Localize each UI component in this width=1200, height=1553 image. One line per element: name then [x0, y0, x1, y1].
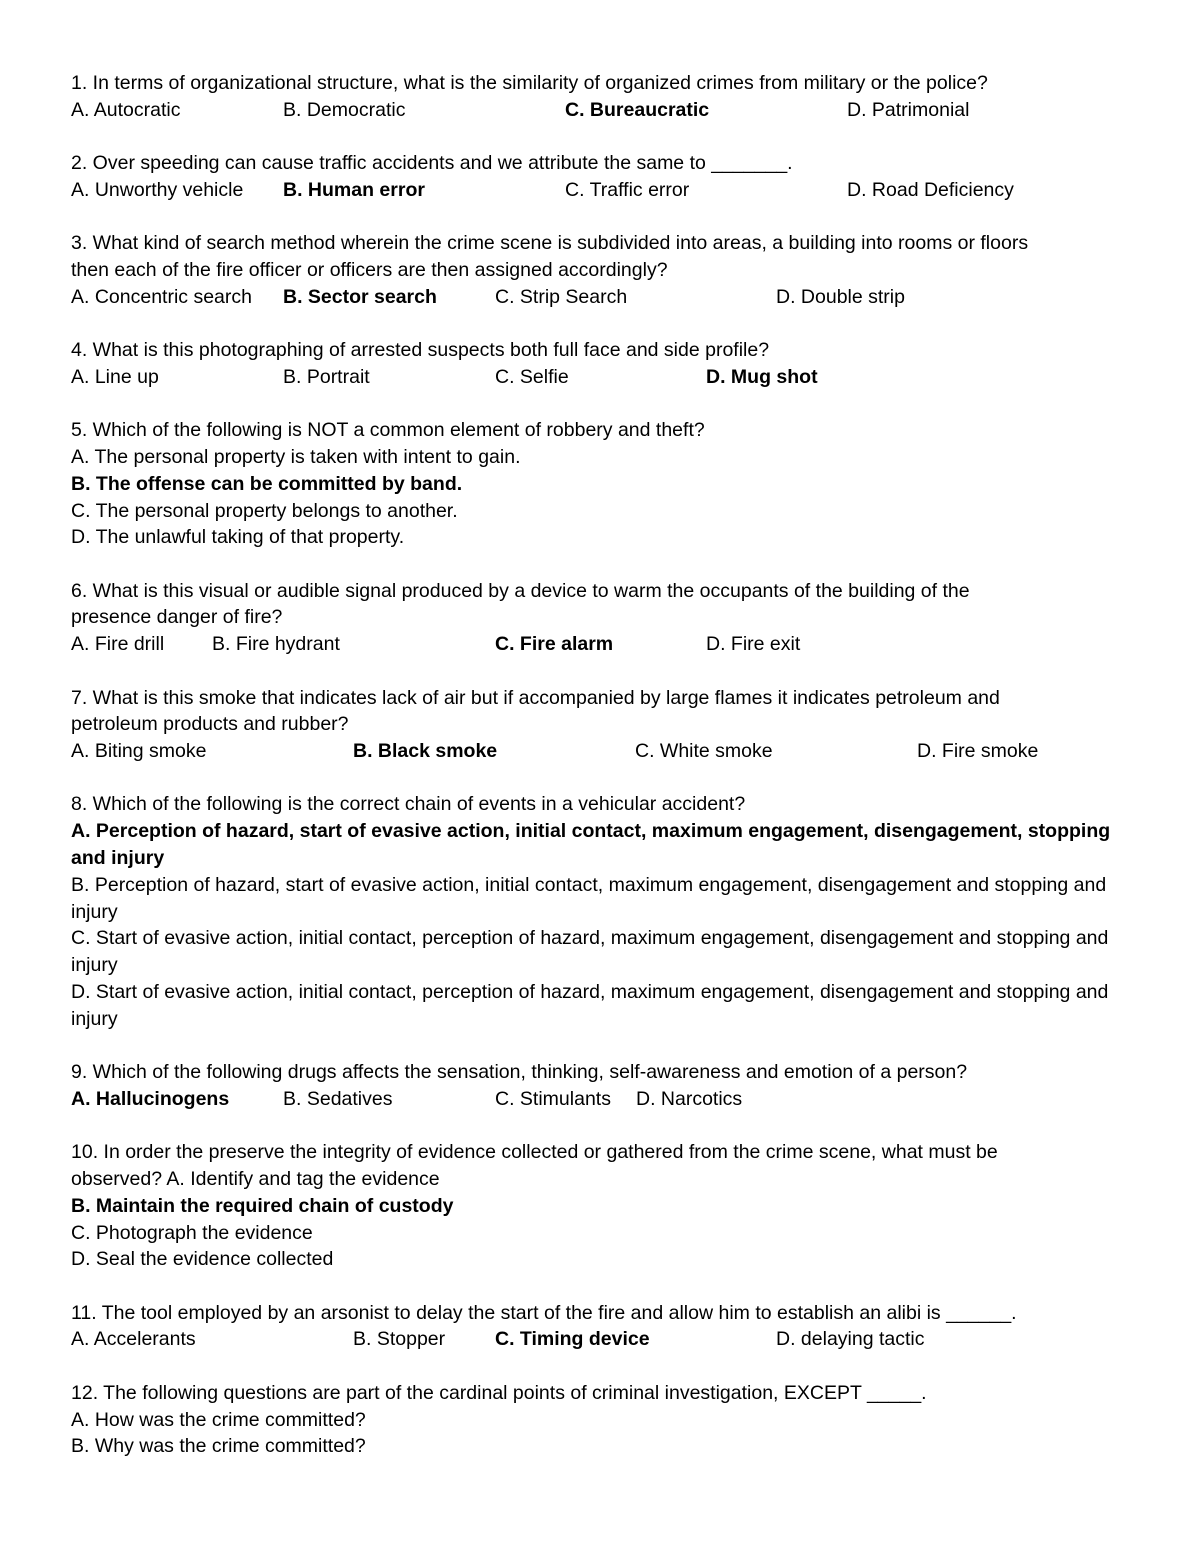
option-a: A. Autocratic [71, 98, 181, 121]
option-c: C. The personal property belongs to another. [71, 499, 458, 522]
option-b: B. Perception of hazard, start of evasive action, initial contact, maximum engagement, disengagement and stopping and injury [71, 873, 1107, 923]
option-d: D. Fire smoke [917, 740, 1039, 763]
options-row [71, 631, 1141, 658]
question-text-line-2-text: observed? [71, 1168, 163, 1190]
question-text-line-2: petroleum products and rubber? [71, 713, 349, 736]
options-row [71, 738, 1141, 765]
question-text-line-2 [71, 1166, 1141, 1193]
option-a: A. Accelerants [71, 1328, 196, 1351]
option-c-answer: C. Fire alarm [495, 633, 614, 656]
question-text: 5. Which of the following is NOT a common element of robbery and theft? [71, 419, 705, 442]
option-a: A. Line up [71, 365, 159, 388]
question-6 [71, 578, 1141, 658]
option-d: D. Narcotics [636, 1087, 743, 1110]
question-text: 12. The following questions are part of the cardinal points of criminal investigation, EXCEPT _____. [71, 1381, 927, 1404]
option-a: A. Fire drill [71, 633, 165, 656]
option-b-answer: B. Sector search [283, 285, 437, 308]
option-c: C. Start of evasive action, initial contact, perception of hazard, maximum engagement, disengagement and stopping and injury [71, 927, 1109, 977]
option-c: C. Photograph the evidence [71, 1221, 313, 1244]
question-text: 4. What is this photographing of arrested suspects both full face and side profile? [71, 339, 770, 362]
option-b: B. Democratic [283, 98, 406, 121]
question-1 [71, 70, 1141, 124]
option-b-answer: B. Human error [283, 178, 425, 201]
question-8 [71, 791, 1141, 1032]
option-a-answer: A. Perception of hazard, start of evasive action, initial contact, maximum engagement, disengagement, stopping and injury [71, 820, 1111, 870]
option-d: D. delaying tactic [776, 1328, 925, 1351]
option-c: C. Stimulants [495, 1087, 611, 1110]
question-list [71, 70, 1141, 1487]
question-11 [71, 1300, 1141, 1354]
option-d: D. Fire exit [706, 633, 801, 656]
option-c-answer: C. Timing device [495, 1328, 650, 1351]
option-d: D. Patrimonial [847, 98, 970, 121]
question-text-line-1: 6. What is this visual or audible signal produced by a device to warm the occupants of the building of the [71, 579, 970, 602]
option-c: C. Traffic error [565, 178, 690, 201]
question-2 [71, 150, 1141, 204]
option-a: A. How was the crime committed? [71, 1408, 366, 1431]
option-a-answer: A. Hallucinogens [71, 1087, 230, 1110]
question-4 [71, 337, 1141, 391]
option-d: D. Seal the evidence collected [71, 1248, 334, 1271]
option-b-answer: B. Black smoke [353, 740, 498, 763]
option-a: A. Unworthy vehicle [71, 178, 244, 201]
question-text: 8. Which of the following is the correct chain of events in a vehicular accident? [71, 793, 746, 816]
question-text: 11. The tool employed by an arsonist to delay the start of the fire and allow him to establish an alibi is ______. [71, 1301, 1017, 1324]
options-row [71, 1326, 1141, 1353]
options-row [71, 97, 1141, 124]
option-b-answer: B. Maintain the required chain of custody [71, 1194, 454, 1217]
question-5 [71, 417, 1141, 551]
question-text: 1. In terms of organizational structure, what is the similarity of organized crimes from military or the police? [71, 72, 988, 94]
question-text-line-2: then each of the fire officer or officers are then assigned accordingly? [71, 258, 668, 281]
options-row [71, 364, 1141, 391]
option-a: A. Biting smoke [71, 740, 207, 763]
option-a: A. The personal property is taken with intent to gain. [71, 445, 521, 468]
option-b: B. Why was the crime committed? [71, 1435, 366, 1458]
question-text: 2. Over speeding can cause traffic accidents and we attribute the same to _______. [71, 152, 793, 175]
option-d-answer: D. Mug shot [706, 365, 818, 388]
question-text-line-1: 3. What kind of search method wherein the crime scene is subdivided into areas, a building into rooms or floors [71, 232, 1029, 255]
option-b: B. Sedatives [283, 1087, 393, 1110]
question-9 [71, 1059, 1141, 1113]
question-10 [71, 1139, 1141, 1273]
option-d: D. The unlawful taking of that property. [71, 526, 405, 549]
option-c: C. Strip Search [495, 285, 628, 308]
option-c: C. Selfie [495, 365, 569, 388]
question-7 [71, 685, 1141, 765]
options-row [71, 177, 1141, 204]
option-d: D. Double strip [776, 285, 905, 308]
question-text-line-1: 7. What is this smoke that indicates lack of air but if accompanied by large flames it indicates petroleum and [71, 686, 1000, 709]
question-text-line-2: presence danger of fire? [71, 606, 283, 629]
option-a: A. Identify and tag the evidence [166, 1168, 440, 1190]
option-b: B. Fire hydrant [212, 633, 340, 656]
question-3 [71, 230, 1141, 310]
question-text-line-1: 10. In order the preserve the integrity of evidence collected or gathered from the crime scene, what must be [71, 1141, 998, 1164]
option-d: D. Road Deficiency [847, 178, 1014, 201]
options-row [71, 1086, 1141, 1113]
question-12 [71, 1380, 1141, 1460]
option-b-answer: B. The offense can be committed by band. [71, 472, 463, 495]
option-a: A. Concentric search [71, 285, 252, 308]
option-c: C. White smoke [635, 740, 773, 763]
question-text: 9. Which of the following drugs affects the sensation, thinking, self-awareness and emotion of a person? [71, 1061, 968, 1084]
option-b: B. Portrait [283, 365, 370, 388]
option-b: B. Stopper [353, 1328, 446, 1351]
option-c-answer: C. Bureaucratic [565, 98, 710, 121]
options-row [71, 284, 1141, 311]
option-d: D. Start of evasive action, initial contact, perception of hazard, maximum engagement, disengagement and stopping and injury [71, 981, 1109, 1030]
